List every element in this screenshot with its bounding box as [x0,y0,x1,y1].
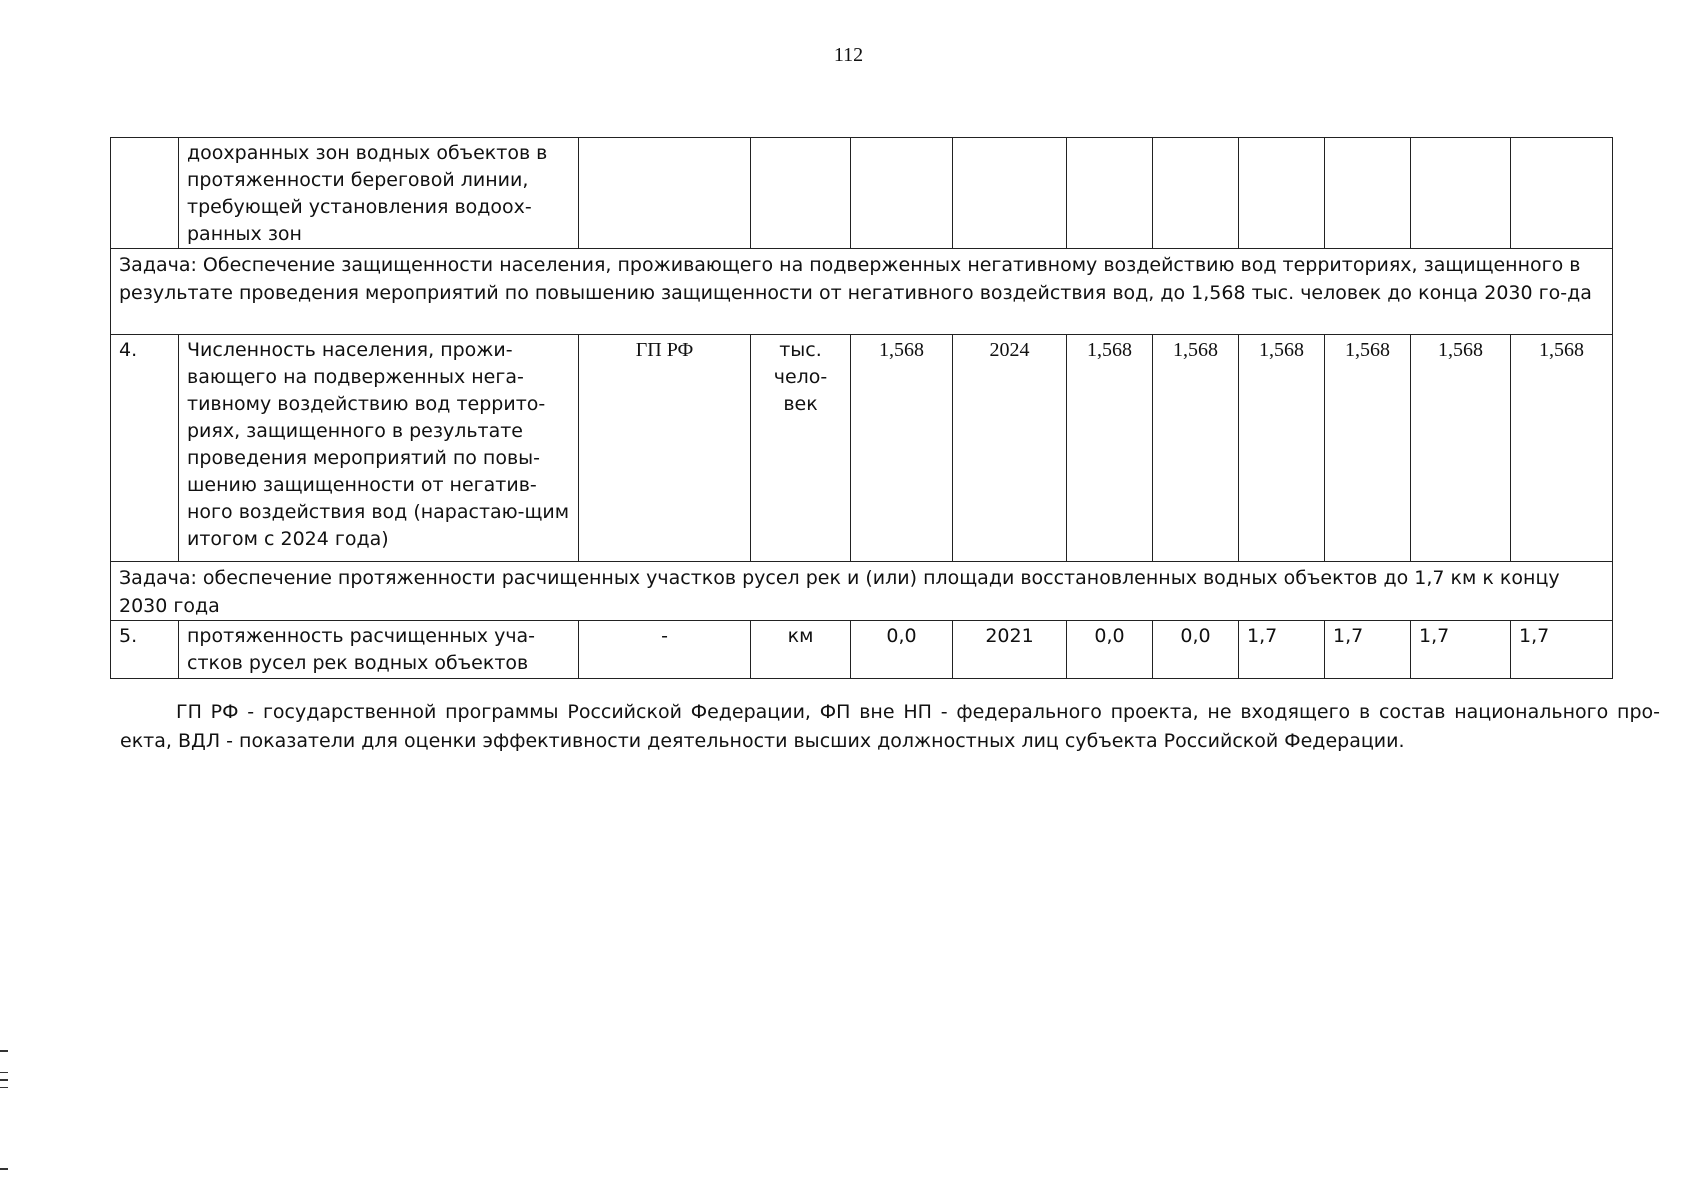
table-row [111,621,1613,679]
cell-value: 1,568 [1153,335,1239,562]
cell-value: 0,0 [1067,621,1153,679]
cell-value: 1,7 [1511,621,1613,679]
cell-base-year: 2024 [953,335,1067,562]
cell-base-value: 0,0 [851,621,953,679]
cell-indicator-name: Численность населения, прожи-вающего на подверженных нега-тивному воздействию вод террито-риях, защищенного в результате проведения мероприятий по повы-шению защищенности от негатив-ного воздействия вод (нарастаю-щим итогом с 2024 года) [179,335,579,562]
cell-num [111,138,179,249]
table-row [111,335,1613,562]
cell-value: 1,568 [1067,335,1153,562]
cell-indicator-name: доохранных зон водных объектов в протяженности береговой линии, требующей установления водоох-ранных зон [179,138,579,249]
cell-value [1411,138,1511,249]
margin-marks [0,1050,12,1170]
cell-num: 5. [111,621,179,679]
cell-value [1067,138,1153,249]
cell-unit: тыс. чело-век [751,335,851,562]
cell-unit [751,138,851,249]
cell-base-value: 1,568 [851,335,953,562]
cell-base-year [953,138,1067,249]
cell-value [1153,138,1239,249]
cell-value: 0,0 [1153,621,1239,679]
footnote: ГП РФ - государственной программы Российской Федерации, ФП вне НП - федерального проекта, не входящего в состав национального про-екта, ВДЛ - показатели для оценки эффективности деятельности высших должностных лиц субъекта Российской Федерации. [120,701,1660,752]
cell-value: 1,7 [1411,621,1511,679]
cell-unit: км [751,621,851,679]
cell-level: ГП РФ [579,335,751,562]
cell-level [579,138,751,249]
cell-value [1325,138,1411,249]
cell-num: 4. [111,335,179,562]
page-number: 112 [833,44,864,66]
cell-value: 1,568 [1325,335,1411,562]
cell-level: - [579,621,751,679]
task-description: Задача: Обеспечение защищенности населения, проживающего на подверженных негативному воздействию вод территориях, защищенного в результате проведения мероприятий по повышению защищенности от негативного воздействия вод, до 1,568 тыс. человек до конца 2030 го-да [111,249,1613,335]
cell-indicator-name: протяженность расчищенных уча-стков русел рек водных объектов [179,621,579,679]
cell-base-value [851,138,953,249]
cell-value: 1,568 [1511,335,1613,562]
cell-value: 1,7 [1239,621,1325,679]
cell-value: 1,7 [1325,621,1411,679]
cell-value [1511,138,1613,249]
task-description: Задача: обеспечение протяженности расчищенных участков русел рек и (или) площади восстановленных водных объектов до 1,7 км к концу 2030 года [111,562,1613,621]
cell-value: 1,568 [1239,335,1325,562]
indicators-table [110,137,1613,679]
task-row [111,562,1613,621]
table-row-continued [111,138,1613,249]
task-row [111,249,1613,335]
cell-base-year: 2021 [953,621,1067,679]
cell-value: 1,568 [1411,335,1511,562]
cell-value [1239,138,1325,249]
